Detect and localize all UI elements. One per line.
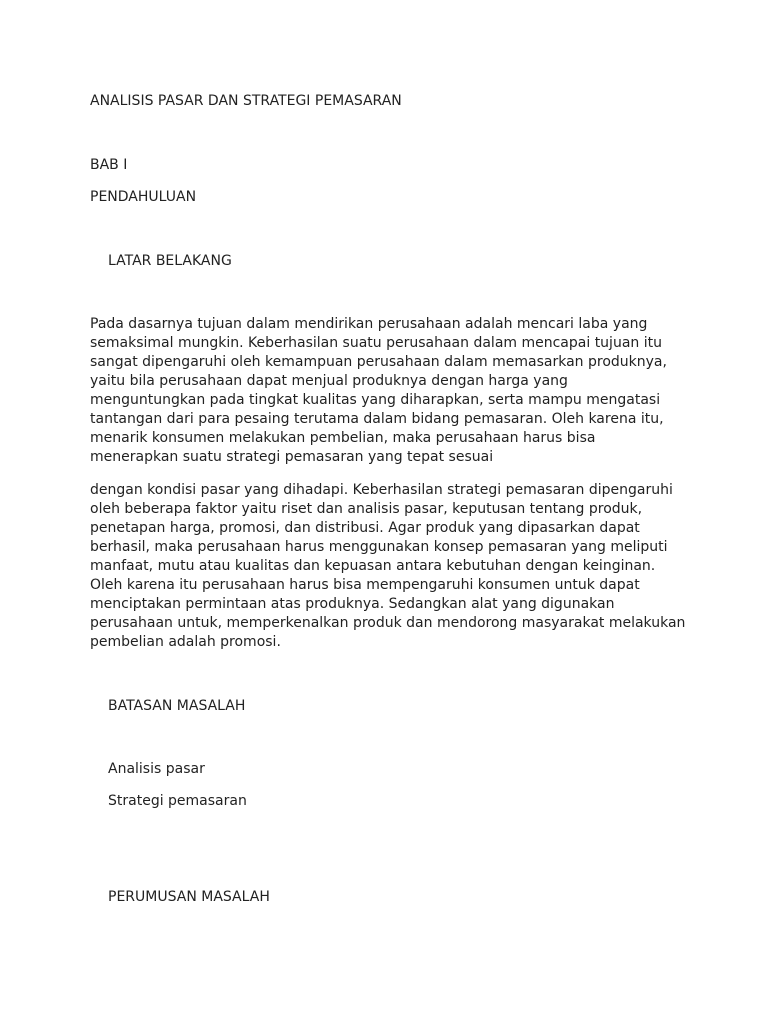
scope-item-market-analysis: Analisis pasar <box>108 761 205 777</box>
paragraph-line: manfaat, mutu atau kualitas dan kepuasan antara kebutuhan dengan keinginan. <box>90 558 656 574</box>
scope-item-marketing-strategy: Strategi pemasaran <box>108 793 247 809</box>
paragraph-line: menarik konsumen melakukan pembelian, maka perusahaan harus bisa <box>90 430 596 446</box>
paragraph-line: perusahaan untuk, memperkenalkan produk dan mendorong masyarakat melakukan <box>90 615 686 631</box>
paragraph-line: menguntungkan pada tingkat kualitas yang diharapkan, serta mampu mengatasi <box>90 392 661 408</box>
paragraph-line: penetapan harga, promosi, dan distribusi. Agar produk yang dipasarkan dapat <box>90 520 640 536</box>
paragraph-line: yaitu bila perusahaan dapat menjual produknya dengan harga yang <box>90 373 568 389</box>
paragraph-line: menciptakan permintaan atas produknya. Sedangkan alat yang digunakan <box>90 596 615 612</box>
paragraph-line: sangat dipengaruhi oleh kemampuan perusahaan dalam memasarkan produknya, <box>90 354 667 370</box>
document-title: ANALISIS PASAR DAN STRATEGI PEMASARAN <box>90 93 402 109</box>
background-paragraph-1 <box>90 315 690 467</box>
paragraph-line: Pada dasarnya tujuan dalam mendirikan perusahaan adalah mencari laba yang <box>90 316 648 332</box>
paragraph-line: semaksimal mungkin. Keberhasilan suatu perusahaan dalam mencapai tujuan itu <box>90 335 662 351</box>
background-paragraph-2 <box>90 481 690 652</box>
paragraph-line: berhasil, maka perusahaan harus menggunakan konsep pemasaran yang meliputi <box>90 539 668 555</box>
paragraph-line: Oleh karena itu perusahaan harus bisa mempengaruhi konsumen untuk dapat <box>90 577 640 593</box>
paragraph-line: menerapkan suatu strategi pemasaran yang tepat sesuai <box>90 449 494 465</box>
section-heading-scope: BATASAN MASALAH <box>108 698 246 714</box>
section-heading-problem: PERUMUSAN MASALAH <box>108 889 270 905</box>
chapter-title: PENDAHULUAN <box>90 189 197 205</box>
paragraph-line: oleh beberapa faktor yaitu riset dan analisis pasar, keputusan tentang produk, <box>90 501 643 517</box>
chapter-number: BAB I <box>90 157 128 173</box>
section-heading-background: LATAR BELAKANG <box>108 253 232 269</box>
paragraph-line: dengan kondisi pasar yang dihadapi. Keberhasilan strategi pemasaran dipengaruhi <box>90 482 673 498</box>
paragraph-line: tantangan dari para pesaing terutama dalam bidang pemasaran. Oleh karena itu, <box>90 411 664 427</box>
paragraph-line: pembelian adalah promosi. <box>90 634 281 650</box>
